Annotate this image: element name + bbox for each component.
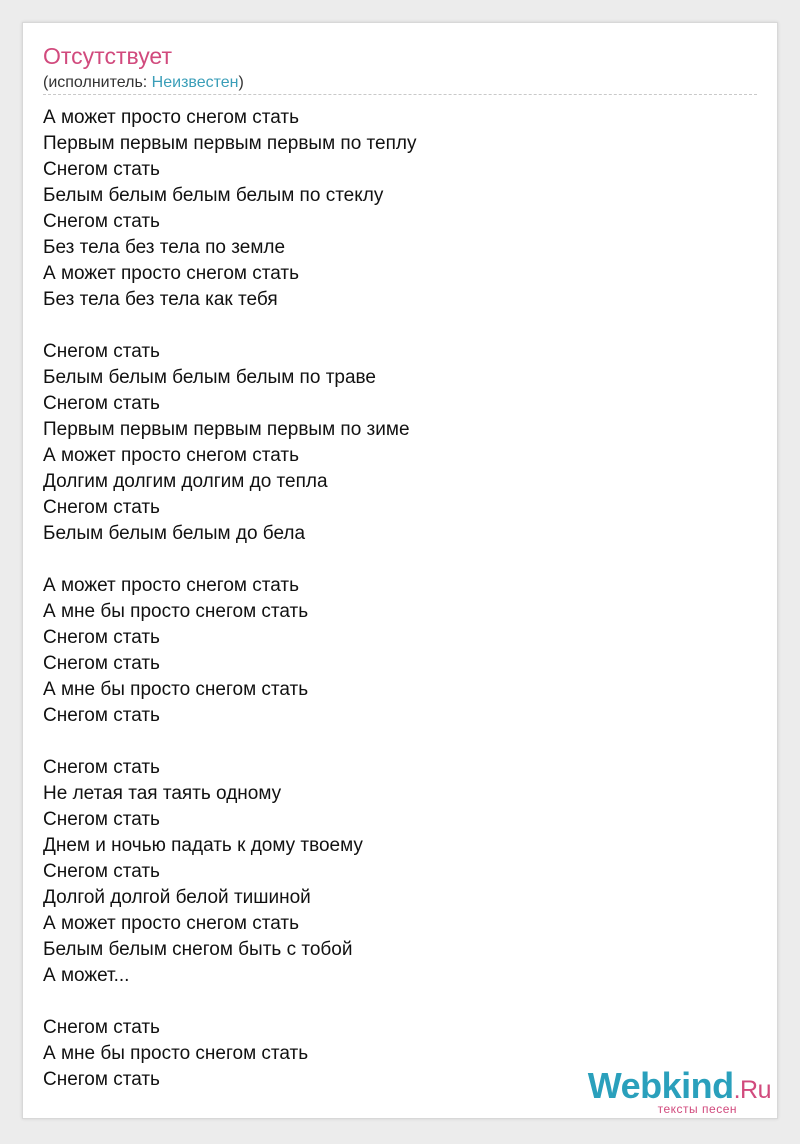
song-title: Отсутствует: [43, 43, 172, 69]
lyric-line: Снегом стать: [43, 497, 160, 518]
lyric-line: Долгой долгой белой тишиной: [43, 887, 311, 908]
lyric-line: Без тела без тела по земле: [43, 237, 286, 258]
stanza-gap: [43, 313, 417, 339]
lyric-line: Снегом стать: [43, 211, 160, 232]
lyric-line: Белым белым белым до бела: [43, 523, 306, 544]
lyric-line: Снегом стать: [43, 705, 160, 726]
logo-tld: .Ru: [733, 1076, 771, 1104]
lyric-line: А может просто снегом стать: [43, 913, 299, 934]
stanza-gap: [43, 729, 417, 755]
lyric-line: Долгим долгим долгим до тепла: [43, 471, 328, 492]
title-divider: [43, 94, 757, 95]
lyric-line: Снегом стать: [43, 1017, 160, 1038]
lyric-line: Белым белым снегом быть с тобой: [43, 939, 353, 960]
lyric-line: Снегом стать: [43, 809, 160, 830]
lyric-line: Днем и ночью падать к дому твоему: [43, 835, 363, 856]
lyric-line: Снегом стать: [43, 627, 160, 648]
lyric-line: Снегом стать: [43, 393, 160, 414]
lyric-line: Снегом стать: [43, 653, 160, 674]
lyric-line: А мне бы просто снегом стать: [43, 1043, 309, 1064]
lyric-line: А может просто снегом стать: [43, 107, 299, 128]
lyric-line: Снегом стать: [43, 159, 160, 180]
lyric-line: Без тела без тела как тебя: [43, 289, 278, 310]
logo-main-text: Webkind: [587, 1065, 734, 1106]
lyric-line: А мне бы просто снегом стать: [43, 601, 309, 622]
lyric-line: Снегом стать: [43, 757, 160, 778]
lyric-line: А может...: [43, 965, 130, 986]
stanza-gap: [43, 989, 417, 1015]
lyric-line: Снегом стать: [43, 861, 160, 882]
logo-tagline: тексты песен: [657, 1102, 737, 1116]
lyric-line: Снегом стать: [43, 341, 160, 362]
artist-link[interactable]: Неизвестен: [151, 74, 239, 91]
lyric-line: Первым первым первым первым по зиме: [43, 419, 410, 440]
lyric-line: Не летая тая таять одному: [43, 783, 282, 804]
artist-suffix: ): [238, 74, 244, 91]
lyric-line: Снегом стать: [43, 1069, 160, 1090]
lyric-line: Белым белым белым белым по стеклу: [43, 185, 384, 206]
artist-line: [43, 73, 244, 93]
lyric-line: Первым первым первым первым по теплу: [43, 133, 417, 154]
lyric-line: А может просто снегом стать: [43, 445, 299, 466]
stanza-gap: [43, 547, 417, 573]
lyric-line: Белым белым белым белым по траве: [43, 367, 376, 388]
lyric-line: А может просто снегом стать: [43, 575, 299, 596]
site-logo[interactable]: [588, 1067, 771, 1116]
artist-prefix: (исполнитель:: [43, 74, 152, 91]
lyric-line: А может просто снегом стать: [43, 263, 299, 284]
lyric-line: А мне бы просто снегом стать: [43, 679, 309, 700]
lyrics-text: [43, 105, 417, 1093]
lyrics-page: [22, 22, 778, 1119]
